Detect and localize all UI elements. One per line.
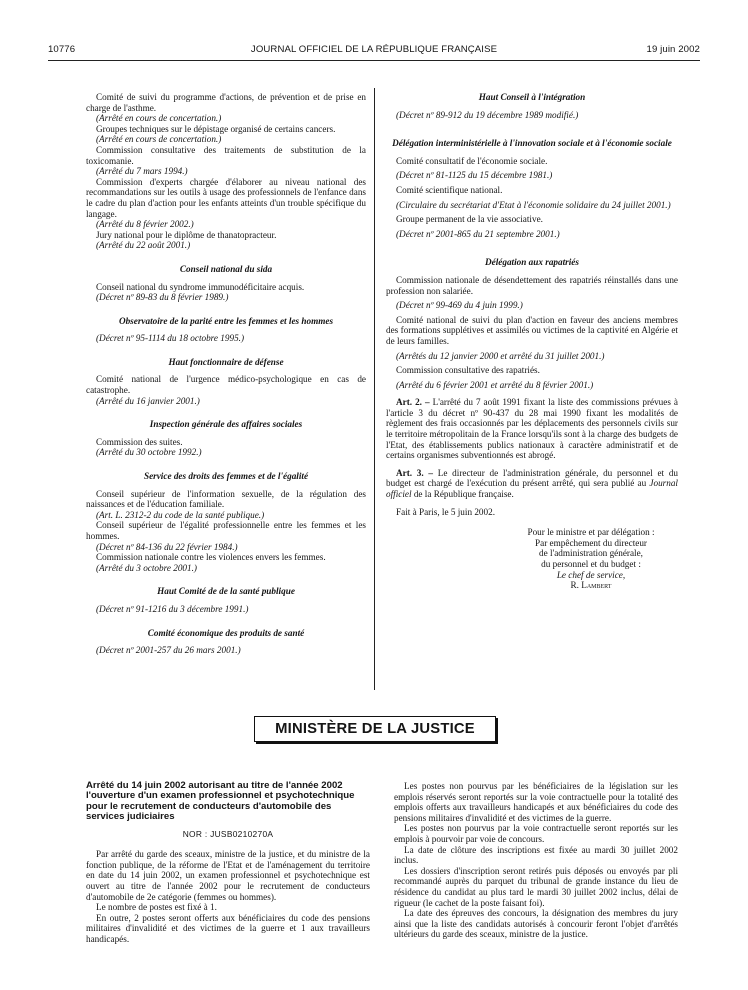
decree-paragraph: Les dossiers d'inscription seront retirés puis déposés ou envoyés par pli recommandé auprès du parquet du tribunal de grande instance du lieu de résidence du candidat au plus tard le mardi 30 juillet 2002 inclus, délai de rigueur (le cachet de la poste faisant foi). <box>394 865 678 908</box>
entry-text: Conseil supérieur de l'égalité professionnelle entre les femmes et les hommes. <box>86 520 366 541</box>
entry-text: Comité scientifique national. <box>396 184 503 195</box>
entry-text: Conseil supérieur de l'information sexuelle, de la régulation des naissances et de l'éducation familiale. <box>86 488 366 510</box>
entry-reference: (Décret nº 81-1125 du 15 décembre 1981.) <box>396 170 553 181</box>
column-divider <box>374 88 375 690</box>
section-heading: Délégation interministérielle à l'innovation sociale et à l'économie sociale <box>392 138 672 149</box>
journal-reference: Journal officiel <box>386 478 678 500</box>
entry-reference: (Arrêté du 3 octobre 2001.) <box>96 562 197 573</box>
ministry-heading: MINISTÈRE DE LA JUSTICE <box>254 716 496 742</box>
section-heading: Observatoire de la parité entre les femmes et les hommes <box>118 315 334 326</box>
decree-paragraph: Par arrêté du garde des sceaux, ministre de la justice, et du ministre de la fonction publique, de la réforme de l'Etat et de l'aménagement du territoire en date du 14 juin 2002, un examen professionnel et psychotechnique est ouvert au titre de l'année 2002 pour le recrutement de conducteurs d'automobile de 2e catégorie (femmes ou hommes). <box>86 849 370 902</box>
entry-text: Comité national de suivi du plan d'action en faveur des anciens membres des formations supplétives et assimilés ou victimes de la captivité en Algérie et de leurs familles. <box>386 314 678 346</box>
entry-reference: (Arrêté du 22 août 2001.) <box>96 240 191 251</box>
entry-text: Groupes techniques sur le dépistage organisé de certains cancers. <box>96 123 336 134</box>
entry-reference: (Arrêté du 6 février 2001 et arrêté du 8 février 2001.) <box>396 379 594 390</box>
signature-line: Pour le ministre et par délégation : <box>527 527 655 538</box>
header-rule <box>48 60 700 61</box>
signature-title: Le chef de service, <box>556 569 626 580</box>
entry-text: Groupe permanent de la vie associative. <box>396 214 543 225</box>
entry-reference: (Arrêté en cours de concertation.) <box>96 134 222 145</box>
entry-reference: (Arrêté en cours de concertation.) <box>96 113 222 124</box>
entry-reference: (Arrêté du 8 février 2002.) <box>96 219 194 230</box>
entry-text: Commission nationale de désendettement des rapatriés réinstallés dans une profession non salariée. <box>386 274 678 296</box>
decree-paragraph: La date de clôture des inscriptions est fixée au mardi 30 juillet 2002 inclus. <box>394 844 678 866</box>
decree-paragraph: Les postes non pourvus par la voie contractuelle seront reportés sur les emplois à pourvoir par voie de concours. <box>394 823 678 844</box>
page-header <box>48 44 700 60</box>
entry-text: Jury national pour le diplôme de thanatopracteur. <box>96 229 277 240</box>
entry-text: Commission des suites. <box>96 436 183 447</box>
entry-reference: (Décret nº 84-136 du 22 février 1984.) <box>96 541 238 552</box>
entry-reference: (Décret nº 89-912 du 19 décembre 1989 modifié.) <box>396 109 579 120</box>
entry-reference: (Décret nº 2001-257 du 26 mars 2001.) <box>96 645 241 656</box>
section-heading: Haut Comité de de la santé publique <box>157 586 295 597</box>
entry-text: Commission consultative des traitements de substitution de la toxicomanie. <box>86 144 366 166</box>
entry-reference: (Décret nº 2001-865 du 21 septembre 2001.) <box>396 228 560 239</box>
entry-text: Comité national de l'urgence médico-psychologique en cas de catastrophe. <box>86 374 366 396</box>
entry-reference: (Circulaire du secrétariat d'Etat à l'économie solidaire du 24 juillet 2001.) <box>396 199 671 210</box>
article-text: Le directeur de l'administration générale, du personnel et du budget est chargé de l'exécution du présent arrêté, qui sera publié au <box>386 467 679 489</box>
entry-reference: (Arrêté du 16 janvier 2001.) <box>96 395 200 406</box>
entry-reference: (Décret nº 89-83 du 8 février 1989.) <box>96 292 229 303</box>
entry-reference: (Art. L. 2312-2 du code de la santé publique.) <box>96 509 265 520</box>
left-column <box>86 92 366 656</box>
entry-text: Commission nationale contre les violences envers les femmes. <box>96 552 326 563</box>
entry-text: Commission d'experts chargée d'élaborer au niveau national des recommandations sur les outils à usage des professionnels de l'enfance dans le cadre du plan d'action pour les enfants atteints d'un trouble spécifique du langage. <box>86 176 366 219</box>
decree-paragraph: En outre, 2 postes seront offerts aux bénéficiaires du code des pensions militaires d'invalidité et des victimes de la guerre et 1 aux travailleurs handicapés. <box>86 912 370 944</box>
section-heading: Conseil national du sida <box>179 263 273 274</box>
article-3 <box>386 468 678 500</box>
section-heading: Service des droits des femmes et de l'égalité <box>143 471 309 482</box>
signature-block <box>386 527 678 591</box>
decree-paragraph: La date des épreuves des concours, la désignation des membres du jury ainsi que la liste des candidats autorisés à concourir feront l'objet d'arrêtés ultérieurs du garde des sceaux, ministre de la justice. <box>394 908 678 940</box>
issue-date: 19 juin 2002 <box>646 44 700 55</box>
signatory-name: R. Lambert <box>570 580 612 591</box>
decree-right-column <box>394 781 678 940</box>
entry-reference: (Décret nº 95-1114 du 18 octobre 1995.) <box>96 333 245 344</box>
article-text: L'arrêté du 7 août 1991 fixant la liste des commissions prévues à l'article 3 du décret nº 90-437 du 28 mai 1990 fixant les modalités de règlement des frais occasionnés par les déplacements des personnels civils sur le territoire métropolitain de la France lorsqu'ils sont à la charge des budgets de l'Etat, des établissements publics nationaux à caractère administratif et de certains organismes subventionnés est abrogé. <box>386 397 679 461</box>
article-2 <box>386 397 678 461</box>
entry-text: Comité consultatif de l'économie sociale. <box>396 155 548 166</box>
signature-line: du personnel et du budget : <box>541 559 641 569</box>
entry-text: Commission consultative des rapatriés. <box>396 365 540 376</box>
article-text-end: de la République française. <box>411 489 514 500</box>
entry-reference: (Décret nº 99-469 du 4 juin 1999.) <box>396 300 523 311</box>
decree-paragraph: Les postes non pourvus par les bénéficiaires de la législation sur les emplois réservés seront reportés sur la voie contractuelle pour la totalité des emplois offerts aux travailleurs handicapés et aux bénéficiaires du code des pensions militaires d'invalidité et des victimes de la guerre. <box>394 781 678 823</box>
article-label: Art. 3. – <box>396 467 434 478</box>
entry-reference: (Arrêté du 30 octobre 1992.) <box>96 447 202 458</box>
entry-text: Conseil national du syndrome immunodéficitaire acquis. <box>96 281 305 292</box>
nor-reference: NOR : JUSB0210270A <box>182 828 274 839</box>
section-heading: Comité économique des produits de santé <box>147 627 305 638</box>
section-heading: Haut Conseil à l'intégration <box>478 92 586 102</box>
done-at: Fait à Paris, le 5 juin 2002. <box>396 506 496 517</box>
entry-text: Comité de suivi du programme d'actions, de prévention et de prise en charge de l'asthme. <box>86 92 366 113</box>
article-label: Art. 2. – <box>396 397 430 408</box>
right-column <box>386 92 678 591</box>
decree-paragraph: Le nombre de postes est fixé à 1. <box>96 902 217 913</box>
page-number: 10776 <box>48 44 76 55</box>
entry-reference: (Arrêtés du 12 janvier 2000 et arrêté du 31 juillet 2001.) <box>396 350 605 361</box>
decree-left-column <box>86 781 370 945</box>
section-heading: Haut fonctionnaire de défense <box>168 356 284 367</box>
section-heading: Délégation aux rapatriés <box>485 257 579 268</box>
decree-title: Arrêté du 14 juin 2002 autorisant au titre de l'année 2002 l'ouverture d'un examen professionnel et psychotechnique pour le recrutement de conducteurs d'automobile des services judiciaires <box>86 780 355 823</box>
journal-title: JOURNAL OFFICIEL DE LA RÉPUBLIQUE FRANÇAISE <box>250 44 498 55</box>
signature-line: Par empêchement du directeur <box>535 537 647 548</box>
entry-reference: (Arrêté du 7 mars 1994.) <box>96 166 188 177</box>
entry-reference: (Décret nº 91-1216 du 3 décembre 1991.) <box>96 603 249 614</box>
signature-line: de l'administration générale, <box>539 548 643 559</box>
section-heading: Inspection générale des affaires sociales <box>149 419 303 430</box>
